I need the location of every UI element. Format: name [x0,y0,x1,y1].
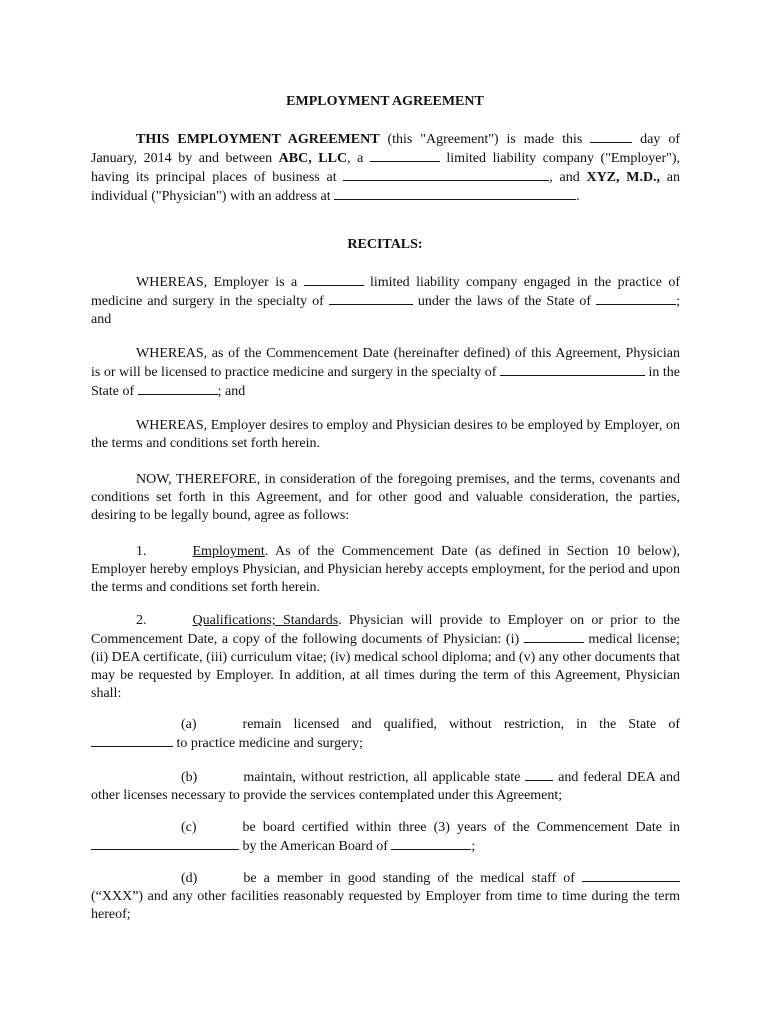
item-label: (a) [181,717,197,732]
item-d: (d) be a member in good standing of the medical staff of (“XXX”) and any other facilities reasonably requested by Employer from time to time during the term hereof; [91,871,680,922]
recitals-heading: RECITALS: [347,237,423,252]
item-label: (b) [181,770,198,785]
section-heading: Qualifications; Standards [192,613,339,628]
intro-paragraph: THIS EMPLOYMENT AGREEMENT (this "Agreement") is made this day of January, 2014 by and between ABC, LLC, a limited liability company ("Employer"), having its principal places of business at , and XYZ, M.D., an individual ("Physician") with an address at . [91,132,680,204]
section-1-employment: 1. Employment. As of the Commencement Date (as defined in Section 10 below), Employer hereby employs Physician, and Physician hereby accepts employment, for the period and upon the terms and conditions set forth herein. [91,544,681,595]
section-number: 2. [136,613,147,628]
section-number: 1. [136,544,147,559]
blank-llc-state [304,273,364,286]
whereas-paragraph-2: WHEREAS, as of the Commencement Date (hereinafter defined) of this Agreement, Physician is or will be licensed to practice medicine and surgery in the specialty of in the State of ; and [91,346,680,399]
item-b: (b) maintain, without restriction, all applicable state and federal DEA and other licenses necessary to provide the services contemplated under this Agreement; [91,770,680,803]
blank-board [391,837,471,850]
party-physician: XYZ, M.D., [586,170,661,185]
now-therefore-paragraph: NOW, THEREFORE, in consideration of the foregoing premises, and the terms, covenants and conditions set forth in this Agreement, and for other good and valuable consideration, the parties, desiring to be legally bound, agree as follows: [91,472,680,523]
document-title: EMPLOYMENT AGREEMENT [286,94,484,109]
intro-lead: THIS EMPLOYMENT AGREEMENT [136,132,380,147]
blank-state-b [525,768,553,781]
section-heading: Employment [192,544,265,559]
blank-state-2 [138,382,218,395]
item-a: (a) remain licensed and qualified, without restriction, in the State of to practice medicine and surgery; [91,716,680,753]
blank-state-llc [370,149,440,162]
blank-license-state [524,630,584,643]
section-2-qualifications: 2. Qualifications; Standards. Physician will provide to Employer on or prior to the Commencement Date, a copy of the following documents of Physician: (i) medical license; (ii) DEA certificate, (iii) curriculum vitae; (iv) medical school diploma; and (v) any other documents that may be requested by Employer. In addition, at all times during the term of this Agreement, Physician shall: [91,613,680,701]
blank-state [596,292,676,305]
blank-specialty [329,292,413,305]
blank-specialty-c [91,837,239,850]
blank-specialty-2 [500,363,645,376]
blank-employer-address [343,168,549,181]
item-label: (d) [181,871,198,886]
party-employer: ABC, LLC [278,151,348,166]
whereas-paragraph-3: WHEREAS, Employer desires to employ and Physician desires to be employed by Employer, on the terms and conditions set forth herein. [91,418,680,451]
blank-physician-address [334,187,576,200]
whereas-paragraph-1: WHEREAS, Employer is a limited liability company engaged in the practice of medicine and surgery in the specialty of under the laws of the State of ; and [91,275,681,327]
item-label: (c) [181,820,197,835]
blank-state-a [91,734,173,747]
blank-hospital [582,869,680,882]
blank-day [590,130,632,143]
item-c: (c) be board certified within three (3) years of the Commencement Date in by the American Board of ; [91,819,680,856]
